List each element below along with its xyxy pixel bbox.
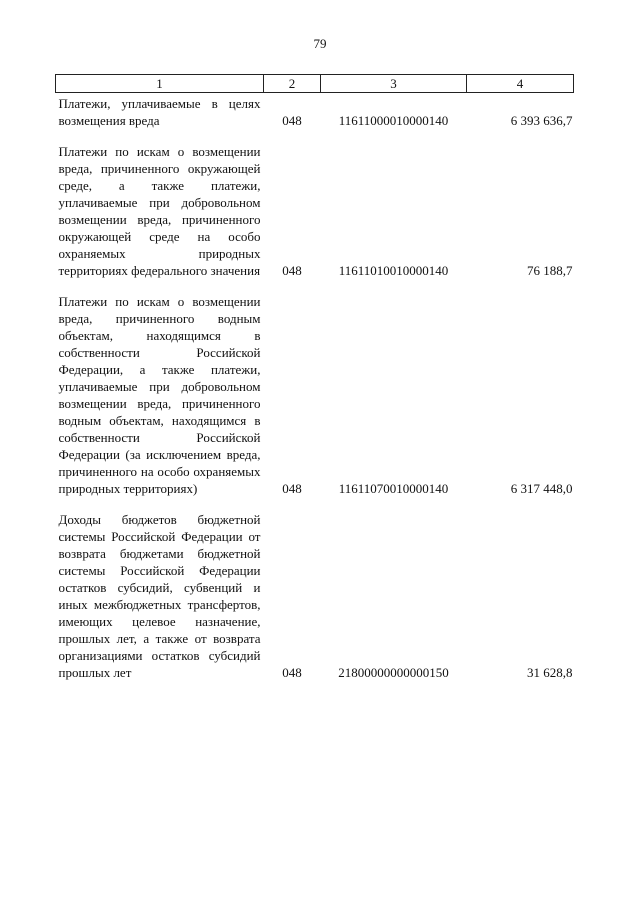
row-budget-code: 11611070010000140 <box>338 481 449 496</box>
row-amount: 76 188,7 <box>527 263 573 278</box>
row-name: Платежи по искам о возмещении вреда, причиненного водным объектам, находящимся в собственности Российской Федерации, а также платежи, уплачиваемые при добровольном возмещении вреда, причиненного водным объектам, находящимся в собственности Российской Федерации (за исключением вреда, причиненного на особо охраняемых природных территориях) <box>58 294 261 496</box>
row-budget-code: 11611010010000140 <box>338 263 449 278</box>
row-amount: 6 317 448,0 <box>510 481 573 496</box>
column-header-1: 1 <box>56 75 264 93</box>
row-admin-code: 048 <box>282 113 302 128</box>
table-header-row <box>56 75 574 93</box>
row-amount: 6 393 636,7 <box>510 113 573 128</box>
table-row <box>56 93 574 130</box>
row-amount: 31 628,8 <box>527 665 573 680</box>
column-header-3: 3 <box>321 75 467 93</box>
page-number: 79 <box>313 36 327 51</box>
table-row <box>56 497 574 681</box>
row-admin-code: 048 <box>282 665 302 680</box>
row-budget-code: 21800000000000150 <box>338 665 449 680</box>
table-row <box>56 129 574 279</box>
column-header-4: 4 <box>467 75 574 93</box>
row-budget-code: 11611000010000140 <box>338 113 449 128</box>
revenue-table <box>55 74 574 681</box>
row-name: Платежи по искам о возмещении вреда, причиненного окружающей среде, а также платежи, уплачиваемые при добровольном возмещении вреда, причиненного окружающей среде на особо охраняемых природных территориях федерального значения <box>58 144 261 278</box>
row-admin-code: 048 <box>282 263 302 278</box>
row-name: Доходы бюджетов бюджетной системы Российской Федерации от возврата бюджетами бюджетной системы Российской Федерации остатков субсидий, субвенций и иных межбюджетных трансфертов, имеющих целевое назначение, прошлых лет, а также от возврата организациями остатков субсидий прошлых лет <box>58 512 261 680</box>
row-name: Платежи, уплачиваемые в целях возмещения вреда <box>58 96 261 128</box>
column-header-2: 2 <box>264 75 321 93</box>
row-admin-code: 048 <box>282 481 302 496</box>
table-row <box>56 279 574 497</box>
